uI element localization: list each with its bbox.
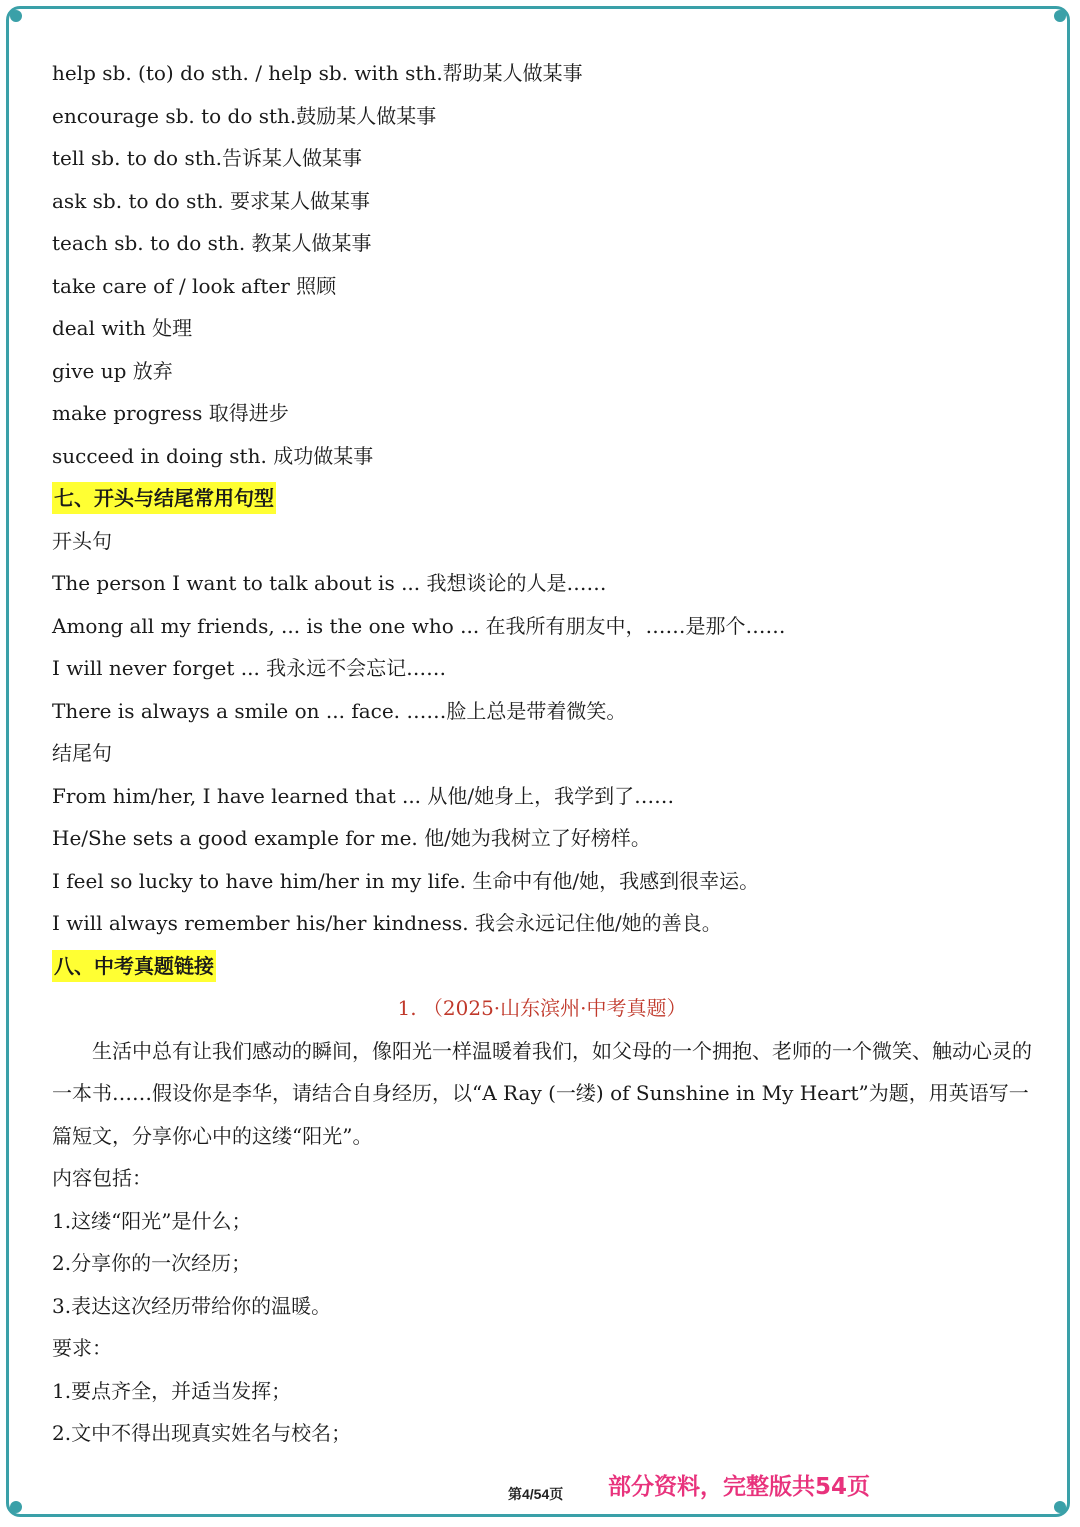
content-item: 1.这缕“阳光”是什么； <box>52 1208 252 1233</box>
document-body <box>52 52 1032 1455</box>
closing-label: 结尾句 <box>52 741 112 765</box>
content-label: 内容包括： <box>52 1166 152 1190</box>
question-prompt: 生活中总有让我们感动的瞬间，像阳光一样温暖着我们，如父母的一个拥抱、老师的一个微笑、触动心灵的一本书……假设你是李华，请结合自身经历，以“A Ray (一缕) of Sunshine in My Heart”为题，用英语写一篇短文，分享你心中的这缕“阳光”。 <box>52 1038 1032 1148</box>
phrase-line: teach sb. to do sth. 教某人做某事 <box>52 231 372 255</box>
section-7-heading-row <box>52 477 1032 520</box>
page-footer <box>0 1466 1080 1506</box>
closing-sentence: He/She sets a good example for me. 他/她为我树立了好榜样。 <box>52 826 651 850</box>
corner-dot <box>10 10 22 22</box>
phrase-line: give up 放弃 <box>52 358 173 383</box>
phrase-line: succeed in doing sth. 成功做某事 <box>52 443 374 468</box>
phrase-line: take care of / look after 照顾 <box>52 273 337 298</box>
phrase-line: tell sb. to do sth.告诉某人做某事 <box>52 146 362 170</box>
phrase-line: encourage sb. to do sth.鼓励某人做某事 <box>52 103 437 128</box>
opening-sentence: Among all my friends, ... is the one who ... 在我所有朋友中，……是那个…… <box>52 613 786 638</box>
section-8-heading-row <box>52 945 1032 988</box>
closing-sentence: I will always remember his/her kindness. 我会永远记住他/她的善良。 <box>52 911 722 935</box>
opening-sentence: I will never forget ... 我永远不会忘记…… <box>52 656 447 680</box>
closing-sentence: From him/her, I have learned that ... 从他/她身上，我学到了…… <box>52 783 675 808</box>
section-8-heading: 八、中考真题链接 <box>52 950 216 982</box>
requirement-item: 2.文中不得出现真实姓名与校名； <box>52 1421 352 1445</box>
corner-dot <box>1054 10 1066 22</box>
phrase-line: ask sb. to do sth. 要求某人做某事 <box>52 188 370 213</box>
closing-sentence: I feel so lucky to have him/her in my life. 生命中有他/她，我感到很幸运。 <box>52 868 760 893</box>
page-number: 第4/54页 <box>508 1486 564 1502</box>
requirements-label: 要求： <box>52 1336 112 1360</box>
opening-sentence: The person I want to talk about is ... 我想谈论的人是…… <box>52 571 607 595</box>
requirement-item: 1.要点齐全，并适当发挥； <box>52 1378 292 1403</box>
phrase-line: make progress 取得进步 <box>52 401 289 425</box>
phrase-line: deal with 处理 <box>52 316 193 340</box>
phrase-line: help sb. (to) do sth. / help sb. with sth.帮助某人做某事 <box>52 61 583 85</box>
question-title: 1. （2025·山东滨州·中考真题） <box>397 996 687 1020</box>
section-7-heading: 七、开头与结尾常用句型 <box>52 482 276 514</box>
opening-sentence: There is always a smile on ... face. ……脸上总是带着微笑。 <box>52 698 627 723</box>
content-item: 2.分享你的一次经历； <box>52 1251 252 1275</box>
content-item: 3.表达这次经历带给你的温暖。 <box>52 1293 332 1318</box>
opening-label: 开头句 <box>52 528 112 553</box>
promo-text: 部分资料，完整版共54页 <box>608 1474 871 1500</box>
